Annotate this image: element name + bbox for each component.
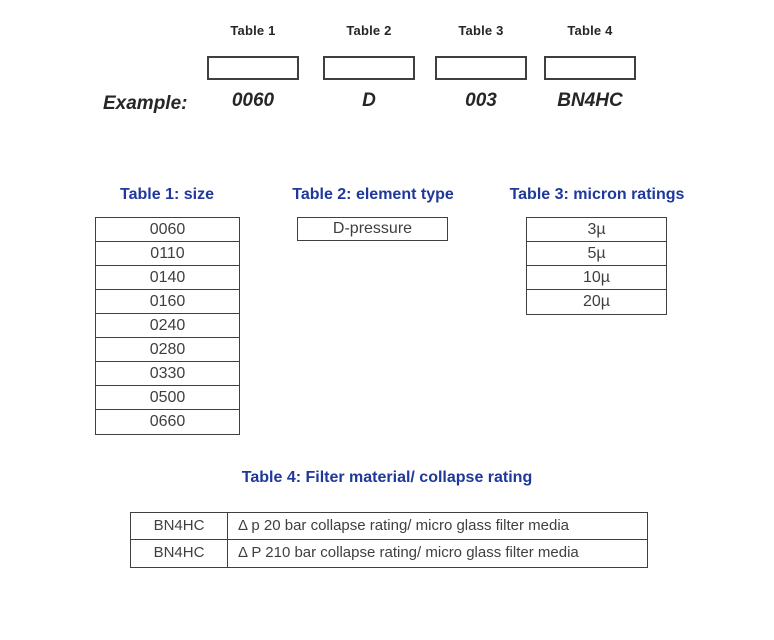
- table4-filter-material: [130, 512, 648, 568]
- table3-title: Table 3: micron ratings: [509, 186, 685, 203]
- table1-row: 0140: [96, 266, 239, 290]
- table2-title: Table 2: element type: [292, 186, 454, 203]
- builder-example-value-1: 0060: [231, 90, 275, 111]
- table3-row: 20µ: [527, 290, 666, 314]
- builder-column-1: [193, 22, 313, 113]
- table3-micron-ratings: [526, 217, 667, 315]
- example-label: Example:: [103, 93, 188, 114]
- table1-row: 0240: [96, 314, 239, 338]
- builder-example-value-2: D: [362, 90, 376, 111]
- table1-row: 0160: [96, 290, 239, 314]
- table4-row: [131, 513, 647, 540]
- builder-label-table2: Table 2: [346, 23, 392, 38]
- table3-row: 3µ: [527, 218, 666, 242]
- table1-row: 0660: [96, 410, 239, 434]
- table1-row: 0500: [96, 386, 239, 410]
- table4-title: Table 4: Filter material/ collapse rating: [241, 469, 533, 486]
- table1-row: 0330: [96, 362, 239, 386]
- table2-row: D-pressure: [298, 218, 447, 240]
- table4-code-cell: BN4HC: [131, 513, 228, 539]
- table2-element-type: [297, 217, 448, 241]
- table1-row: 0110: [96, 242, 239, 266]
- builder-example-value-3: 003: [465, 90, 497, 111]
- builder-label-table1: Table 1: [230, 23, 276, 38]
- table3-row: 5µ: [527, 242, 666, 266]
- table4-code-cell: BN4HC: [131, 540, 228, 567]
- builder-label-table3: Table 3: [458, 23, 504, 38]
- table1-row: 0280: [96, 338, 239, 362]
- builder-box-table1: [207, 56, 299, 80]
- table4-row: [131, 540, 647, 567]
- builder-box-table2: [323, 56, 415, 80]
- table4-description-cell: Δ P 210 bar collapse rating/ micro glass filter media: [238, 544, 579, 561]
- builder-box-table4: [544, 56, 636, 80]
- builder-box-table3: [435, 56, 527, 80]
- table3-row: 10µ: [527, 266, 666, 290]
- table1-title: Table 1: size: [120, 186, 214, 203]
- builder-column-2: [309, 22, 429, 113]
- builder-example-value-4: BN4HC: [557, 90, 623, 111]
- builder-label-table4: Table 4: [567, 23, 613, 38]
- builder-column-3: [421, 22, 541, 113]
- builder-column-4: [530, 22, 650, 113]
- table4-description-cell: Δ p 20 bar collapse rating/ micro glass filter media: [238, 517, 570, 534]
- table1-size: [95, 217, 240, 435]
- table1-row: 0060: [96, 218, 239, 242]
